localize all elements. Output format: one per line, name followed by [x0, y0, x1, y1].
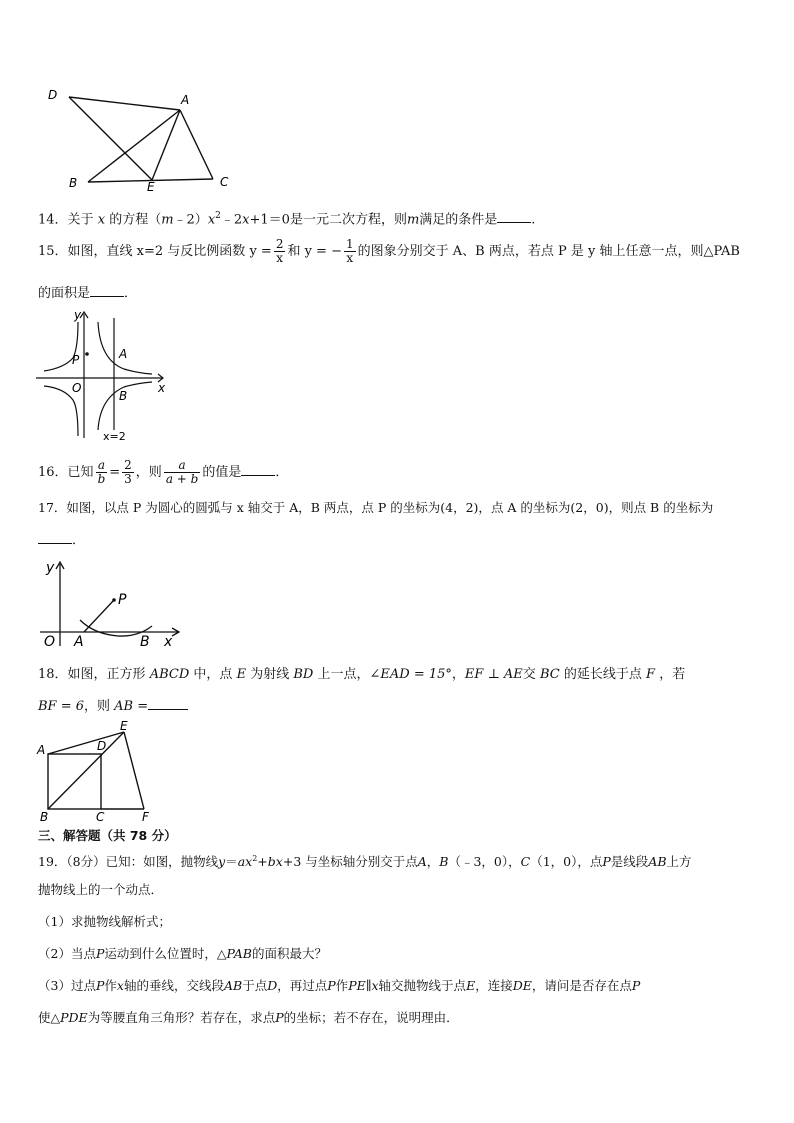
text: ，则: [135, 465, 162, 480]
text: 轴交抛物线于点: [378, 978, 467, 993]
numerator: a: [164, 459, 201, 473]
text: 上一点，: [317, 667, 370, 682]
text: 交: [522, 667, 536, 682]
question-19-line2: [38, 881, 163, 899]
text: 的方程（: [109, 212, 162, 228]
section-heading: 三、解答题（共 78 分）: [38, 828, 177, 843]
label-d: D: [97, 739, 107, 753]
text: 的延长线于点: [563, 667, 642, 682]
text: 抛物线上的一个动点．: [38, 882, 164, 897]
answer-blank[interactable]: [241, 463, 275, 476]
exponent: 2: [215, 211, 221, 221]
label-a: A: [74, 634, 84, 650]
text: （2）当点: [38, 946, 96, 961]
numerator: 1: [345, 237, 354, 251]
var: bx: [267, 854, 283, 870]
question-number: 15．: [38, 244, 68, 259]
label-c: C: [96, 810, 105, 824]
text: 为射线: [250, 667, 290, 682]
var: AB: [648, 854, 667, 870]
axis-x-label: x: [164, 634, 173, 650]
text: 的面积是: [38, 286, 91, 301]
text: 关于: [67, 212, 94, 228]
text: =: [109, 465, 121, 480]
var: ABCD: [149, 667, 190, 682]
text: 满足的条件是: [419, 212, 498, 228]
label-b: B: [40, 810, 49, 824]
numerator: 2: [275, 237, 284, 251]
text: 中，点: [193, 667, 233, 682]
label-o: O: [72, 381, 82, 395]
text: ，: [426, 854, 440, 870]
label-p: P: [118, 592, 127, 608]
math: ∠EAD = 15°: [369, 667, 452, 682]
text: 的坐标；若不存在，说明理由．: [283, 1010, 459, 1025]
fraction: [274, 238, 286, 265]
text: 的图象分别交于 A、B 两点，若点 P 是 y 轴上任意一点，则△PAB: [357, 244, 740, 259]
math: AB =: [114, 699, 149, 714]
var: D: [267, 978, 278, 993]
question-17: [38, 499, 713, 517]
answer-blank[interactable]: [148, 697, 188, 710]
figure-q15: [34, 308, 174, 444]
text: 的值是: [202, 465, 242, 480]
var: P: [95, 978, 105, 993]
denominator: x: [346, 251, 354, 265]
axis-x-label: x: [158, 381, 166, 395]
var: y: [218, 854, 226, 870]
text: （﹣3，0），: [448, 854, 521, 870]
label-e: E: [147, 180, 155, 192]
text: 运动到什么位置时，△: [104, 946, 227, 961]
question-18: [38, 666, 685, 684]
var: x: [97, 212, 106, 228]
question-19-part3: [38, 977, 640, 995]
question-18-line2: [38, 697, 188, 716]
question-19-part2: [38, 945, 327, 963]
var: m: [161, 212, 174, 228]
axis-y-label: y: [74, 308, 82, 322]
answer-blank[interactable]: [90, 284, 124, 297]
var: E: [466, 978, 476, 993]
text: ﹣2: [220, 212, 243, 228]
label-b: B: [119, 389, 128, 403]
var: C: [520, 854, 531, 870]
question-number: 16．: [38, 465, 68, 480]
var: P: [275, 1010, 284, 1025]
text: ，连接: [475, 978, 513, 993]
text: 使△: [38, 1010, 61, 1025]
question-19-line1: [38, 850, 692, 871]
label-d: D: [48, 88, 58, 102]
var: P: [631, 978, 641, 993]
var: P: [327, 978, 336, 993]
denominator: b: [97, 472, 106, 486]
fraction: [344, 238, 356, 265]
question-19-part1: [38, 913, 171, 931]
var: B: [439, 854, 449, 870]
answer-blank[interactable]: [38, 531, 72, 544]
text: 19．（8分）已知：如图，抛物线: [38, 854, 219, 870]
fraction: [96, 459, 108, 486]
var: PDE: [60, 1010, 88, 1025]
text: ，若: [659, 667, 686, 682]
text: 轴的垂线，交线段: [123, 978, 224, 993]
label-f: F: [142, 810, 149, 824]
text: （3）过点: [38, 978, 96, 993]
text: +1＝0是一元二次方程，则: [249, 212, 407, 228]
denominator: 3: [124, 472, 132, 486]
math: BF = 6: [38, 699, 85, 714]
text: 作: [335, 978, 349, 993]
var: BD: [293, 667, 314, 682]
denominator: a + b: [165, 472, 199, 486]
answer-blank[interactable]: [497, 210, 531, 223]
axis-y-label: y: [46, 560, 55, 576]
text: 如图，正方形: [67, 667, 146, 682]
text: （1）求抛物线解析式；: [38, 914, 171, 929]
question-number: 14．: [38, 212, 68, 228]
text: +3 与坐标轴分别交于点: [282, 854, 418, 870]
text: +: [257, 854, 268, 870]
text: 上方: [666, 854, 692, 870]
denominator: x: [276, 251, 284, 265]
var: E: [236, 667, 247, 682]
label-a: A: [119, 347, 128, 361]
numerator: 2: [124, 458, 132, 472]
label-a: A: [37, 743, 46, 757]
text: 作: [104, 978, 117, 993]
var: BC: [539, 667, 560, 682]
text: ．: [72, 533, 86, 548]
question-14: [38, 207, 535, 229]
text: ﹣2）: [173, 212, 208, 228]
label-p: P: [72, 353, 80, 367]
text: 是线段: [610, 854, 649, 870]
var: P: [602, 854, 611, 870]
label-a: A: [181, 93, 190, 107]
var: P: [95, 946, 105, 961]
question-19-part3-line2: [38, 1009, 459, 1027]
text: （1，0），点: [530, 854, 603, 870]
figure-q13: [40, 80, 240, 192]
exponent: 2: [252, 854, 258, 863]
text: ，: [451, 667, 465, 682]
text: ．: [275, 465, 289, 480]
question-15-line2: [38, 284, 137, 303]
text: .: [531, 212, 536, 228]
text: 为等腰直角三角形？若存在，求点: [87, 1010, 276, 1025]
var: x: [207, 212, 216, 228]
question-number: 18．: [38, 667, 68, 682]
question-number: 17．: [38, 500, 67, 515]
label-b: B: [69, 176, 78, 190]
figure-q18: [34, 718, 164, 824]
text: ，请问是否存在点: [531, 978, 632, 993]
var: x: [242, 212, 250, 228]
numerator: a: [96, 459, 108, 473]
text: 于点: [242, 978, 268, 993]
var: x: [116, 978, 124, 993]
var: ax: [237, 854, 253, 870]
text: ，则: [84, 699, 111, 714]
var: AB: [223, 978, 243, 993]
var: DE: [512, 978, 532, 993]
text: 和 y = −: [287, 244, 342, 259]
label-c: C: [220, 175, 229, 189]
var: PE∥x: [348, 978, 379, 993]
text: 如图，直线 x=2 与反比例函数 y =: [67, 244, 272, 259]
text: 已知: [67, 465, 94, 480]
var: PAB: [226, 946, 252, 961]
text: 的面积最大？: [251, 946, 327, 961]
math: EF ⊥ AE: [464, 667, 523, 682]
figure-q17: [34, 558, 184, 652]
fraction: [164, 459, 201, 486]
label-b: B: [140, 634, 150, 650]
question-16: [38, 455, 288, 491]
label-o: O: [44, 634, 56, 650]
var: m: [406, 212, 420, 228]
text: ，再过点: [277, 978, 328, 993]
question-15: [38, 234, 740, 270]
text: ．: [124, 286, 138, 301]
var: A: [417, 854, 427, 870]
text: ＝: [225, 854, 238, 870]
label-x-eq-2: x=2: [103, 430, 126, 443]
fraction: [122, 459, 134, 486]
label-e: E: [120, 719, 128, 733]
var: F: [646, 667, 656, 682]
text: 如图，以点 P 为圆心的圆弧与 x 轴交于 A，B 两点，点 P 的坐标为(4，2)，点 A 的坐标为(2，0)，则点 B 的坐标为: [66, 500, 714, 515]
question-17-line2: [38, 531, 85, 550]
